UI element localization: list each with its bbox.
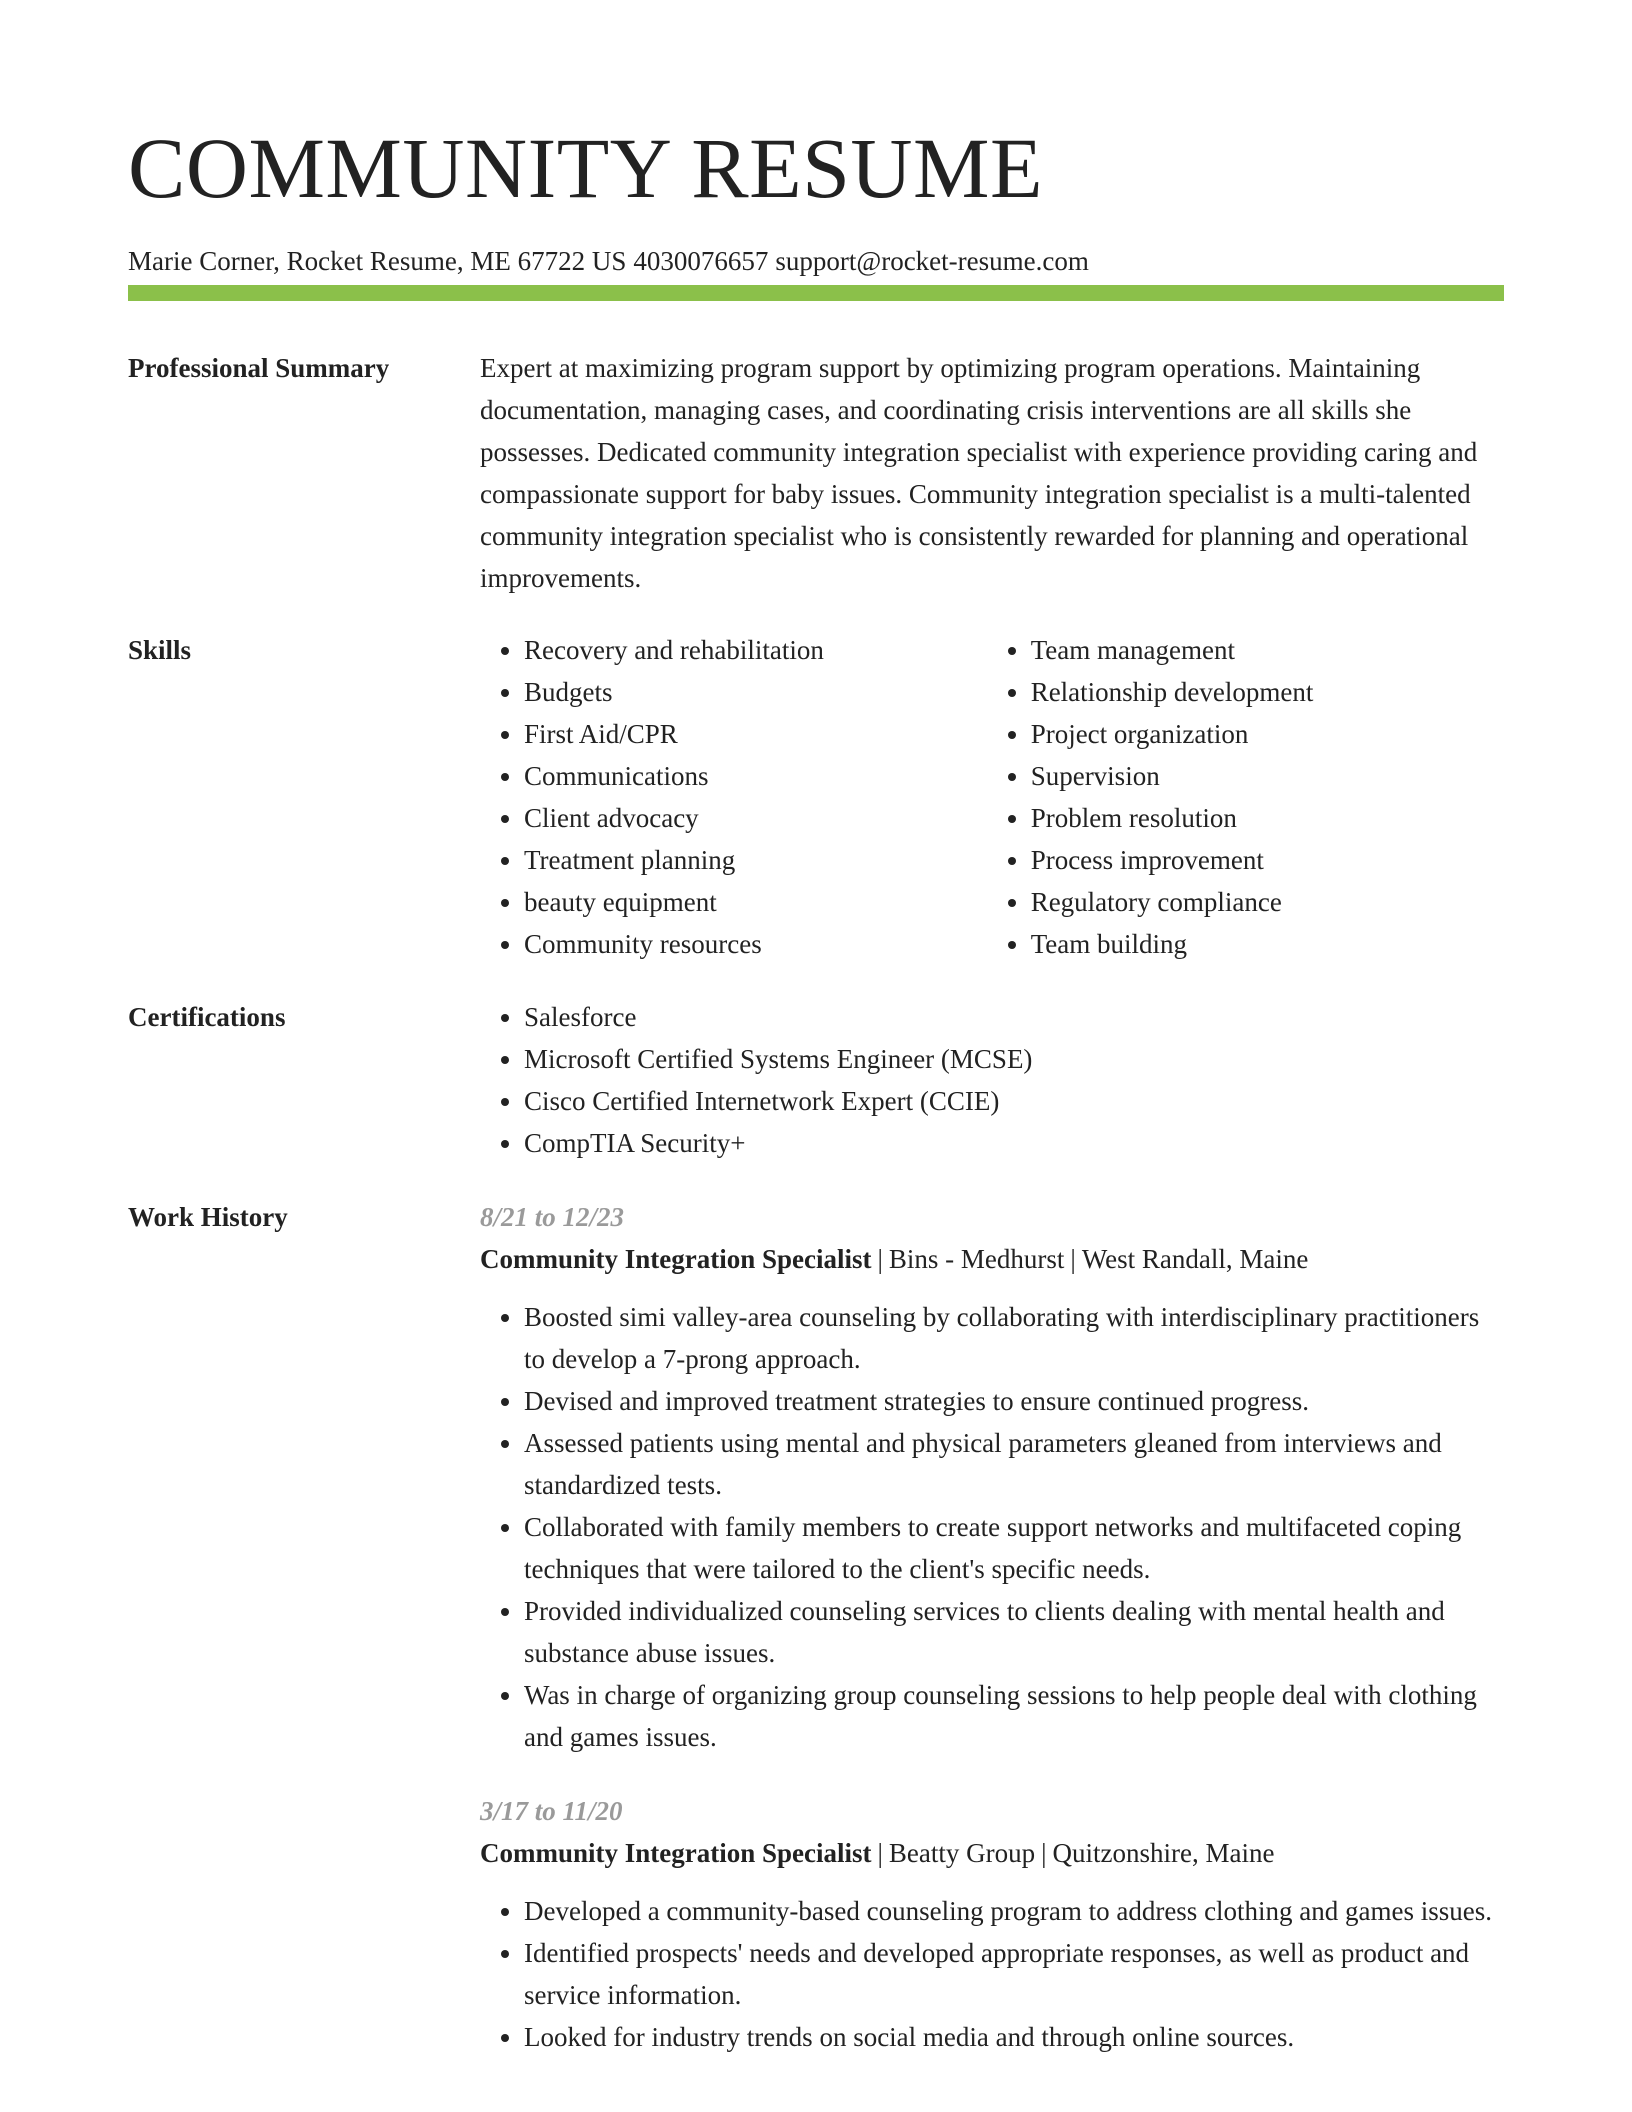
certification-item: • Salesforce [524,996,1504,1038]
job-bullets [480,1296,1504,1758]
header-divider [128,285,1504,301]
skill-item: • Client advocacy [524,797,943,839]
contact-line [128,244,1504,278]
job-entry [480,1196,1504,1758]
job-title: Community Integration Specialist [480,1838,872,1868]
job-location: West Randall, Maine [1081,1244,1309,1274]
work-history-body [480,1196,1504,2058]
contact-email: support@rocket-resume.com [775,246,1089,276]
job-bullet: • Looked for industry trends on social media and through online sources. [524,2016,1504,2058]
job-entry [480,1790,1504,2058]
section-label-certifications: Certifications [128,1002,286,1032]
separator: | [1070,1244,1076,1274]
separator: | [1041,1838,1047,1868]
summary-body [480,347,1504,599]
job-bullet: • Devised and improved treatment strategies to ensure continued progress. [524,1380,1504,1422]
job-company: Bins - Medhurst [888,1244,1065,1274]
skill-item: • Process improvement [1031,839,1504,881]
job-company: Beatty Group [888,1838,1036,1868]
skills-list-left [480,629,943,965]
certification-item: • Cisco Certified Internetwork Expert (CCIE) [524,1080,1504,1122]
summary-text: Expert at maximizing program support by optimizing program operations. Maintaining documentation, managing cases, and coordinating crisis interventions are all skills she possesses. Dedicated community integration specialist with experience providing caring and compassionate support for baby issues. Community integration specialist is a multi-talented community integration specialist who is consistently rewarded for planning and operational improvements. [480,353,1478,593]
skills-body [480,629,1504,965]
section-label-skills: Skills [128,635,192,665]
job-dates: 8/21 to 12/23 [480,1202,625,1232]
job-bullet: • Collaborated with family members to create support networks and multifaceted coping techniques that were tailored to the client's specific needs. [524,1506,1504,1590]
job-title: Community Integration Specialist [480,1244,872,1274]
skill-item: • Team building [1031,923,1504,965]
certification-item: • Microsoft Certified Systems Engineer (MCSE) [524,1038,1504,1080]
skills-list-right [987,629,1504,965]
contact-address: Marie Corner, Rocket Resume, ME 67722 US [128,246,627,276]
job-heading [480,1238,1504,1280]
skill-item: • Treatment planning [524,839,943,881]
skill-item: • Team management [1031,629,1504,671]
skill-item: • Problem resolution [1031,797,1504,839]
certifications-body [480,996,1504,1164]
skill-item: • Supervision [1031,755,1504,797]
certifications-list [480,996,1504,1164]
skill-item: • First Aid/CPR [524,713,943,755]
skill-item: • Community resources [524,923,943,965]
section-label-summary: Professional Summary [128,353,390,383]
certification-item: • CompTIA Security+ [524,1122,1504,1164]
job-heading [480,1832,1504,1874]
job-bullet: • Was in charge of organizing group counseling sessions to help people deal with clothing and games issues. [524,1674,1504,1758]
separator: | [877,1244,883,1274]
job-bullet: • Provided individualized counseling services to clients dealing with mental health and substance abuse issues. [524,1590,1504,1674]
job-bullet: • Developed a community-based counseling program to address clothing and games issues. [524,1890,1504,1932]
job-bullet: • Boosted simi valley-area counseling by collaborating with interdisciplinary practitioners to develop a 7-prong approach. [524,1296,1504,1380]
skill-item: • beauty equipment [524,881,943,923]
resume-title: COMMUNITY RESUME [128,120,1044,216]
job-bullets [480,1890,1504,2058]
skill-item: • Project organization [1031,713,1504,755]
job-location: Quitzonshire, Maine [1052,1838,1275,1868]
skill-item: • Communications [524,755,943,797]
job-bullet: • Assessed patients using mental and physical parameters gleaned from interviews and standardized tests. [524,1422,1504,1506]
section-label-work-history: Work History [128,1202,288,1232]
job-dates: 3/17 to 11/20 [480,1796,623,1826]
separator: | [877,1838,883,1868]
skill-item: • Recovery and rehabilitation [524,629,943,671]
skill-item: • Relationship development [1031,671,1504,713]
contact-phone: 4030076657 [633,246,769,276]
skill-item: • Regulatory compliance [1031,881,1504,923]
skill-item: • Budgets [524,671,943,713]
job-bullet: • Identified prospects' needs and developed appropriate responses, as well as product and service information. [524,1932,1504,2016]
resume-header [128,118,1504,278]
